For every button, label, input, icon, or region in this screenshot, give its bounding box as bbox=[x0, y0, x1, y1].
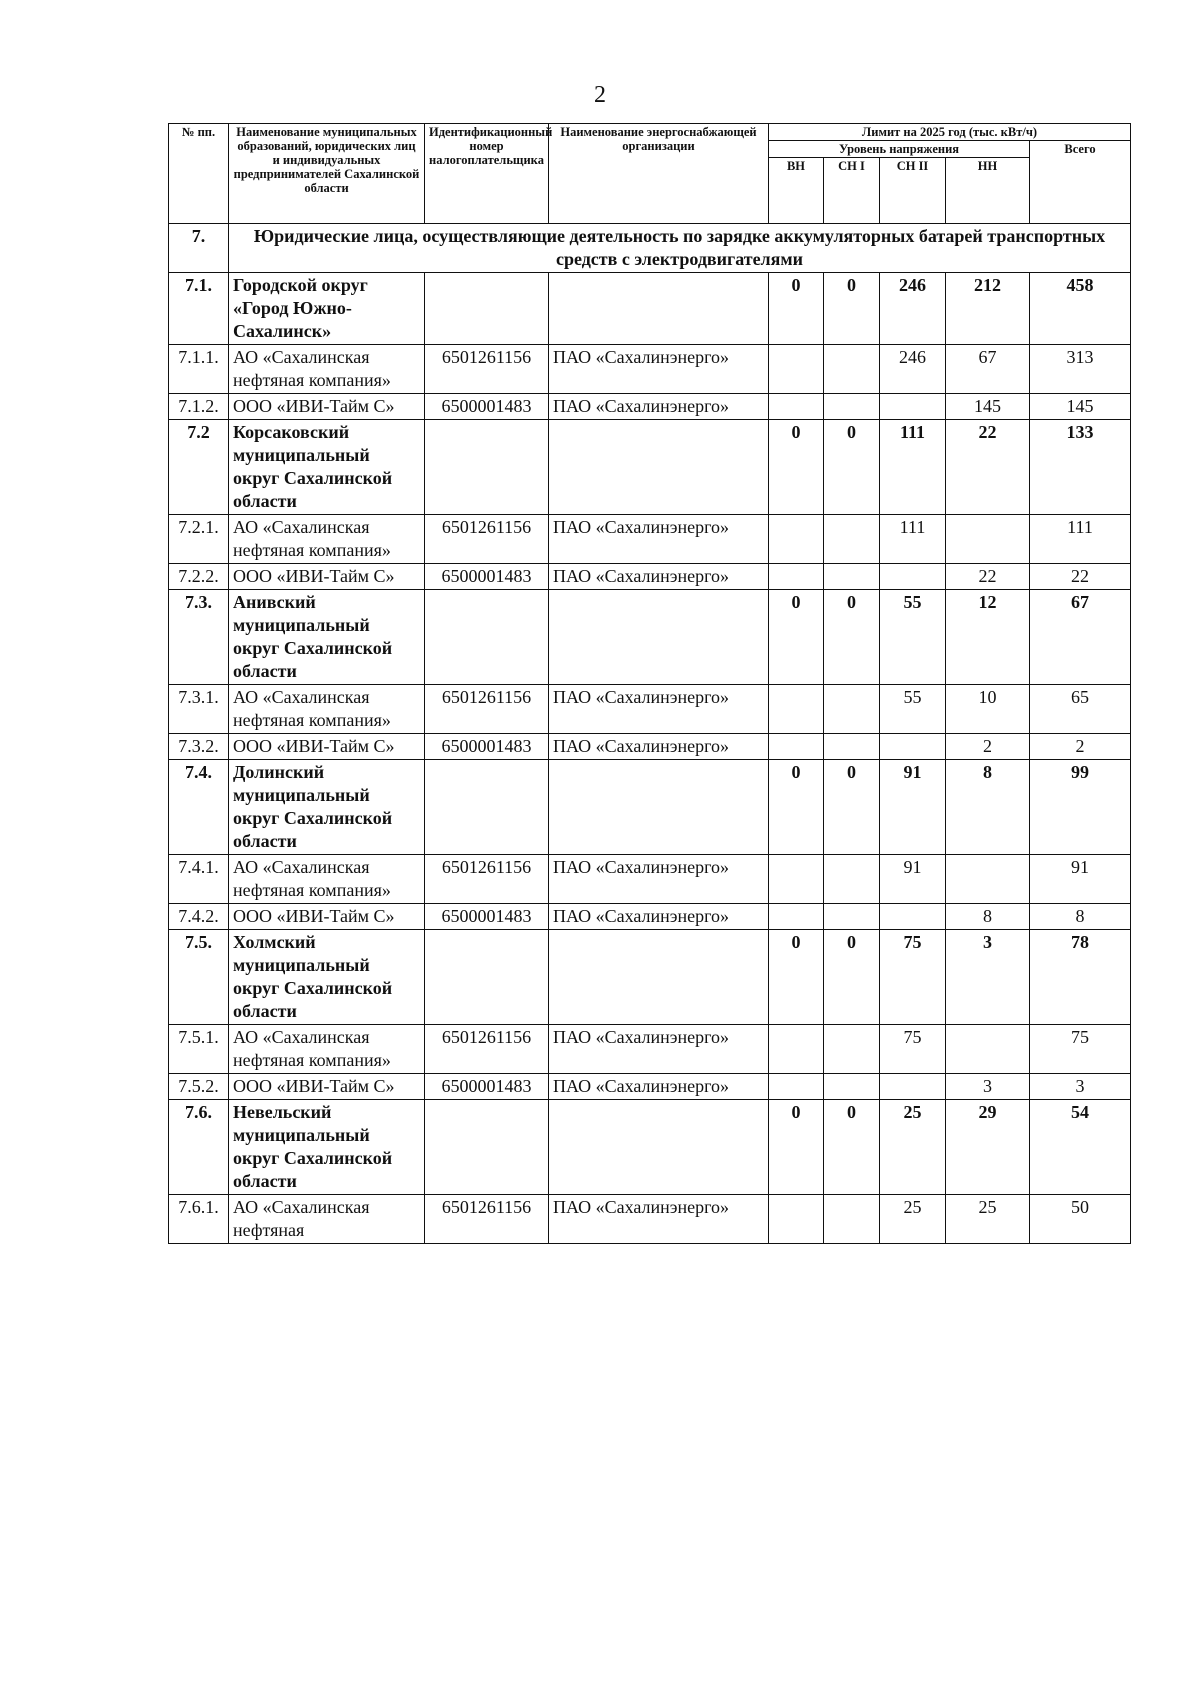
row-total: 65 bbox=[1030, 685, 1131, 734]
row-number: 7.4. bbox=[169, 760, 229, 855]
row-name: АО «Сахалинская нефтяная компания» bbox=[229, 685, 425, 734]
row-vn bbox=[769, 904, 824, 930]
row-number: 7.3. bbox=[169, 590, 229, 685]
row-sn1 bbox=[824, 685, 880, 734]
table-row bbox=[169, 420, 1131, 515]
table-body bbox=[169, 224, 1131, 1244]
row-sn2 bbox=[880, 1074, 946, 1100]
row-vn bbox=[769, 345, 824, 394]
row-name: АО «Сахалинская нефтяная компания» bbox=[229, 1025, 425, 1074]
row-sn2: 246 bbox=[880, 345, 946, 394]
row-inn: 6500001483 bbox=[425, 394, 549, 420]
row-nn: 22 bbox=[946, 420, 1030, 515]
row-inn bbox=[425, 930, 549, 1025]
row-org bbox=[549, 930, 769, 1025]
row-total: 133 bbox=[1030, 420, 1131, 515]
row-total: 67 bbox=[1030, 590, 1131, 685]
row-nn: 25 bbox=[946, 1195, 1030, 1244]
row-nn: 29 bbox=[946, 1100, 1030, 1195]
row-vn: 0 bbox=[769, 930, 824, 1025]
row-sn2: 75 bbox=[880, 1025, 946, 1074]
row-inn: 6500001483 bbox=[425, 1074, 549, 1100]
row-name: ООО «ИВИ-Тайм С» bbox=[229, 394, 425, 420]
row-number: 7.6. bbox=[169, 1100, 229, 1195]
header-voltage: Уровень напряжения bbox=[769, 141, 1030, 158]
row-inn bbox=[425, 590, 549, 685]
row-sn1 bbox=[824, 515, 880, 564]
table-row bbox=[169, 904, 1131, 930]
row-nn: 3 bbox=[946, 930, 1030, 1025]
row-name: АО «Сахалинская нефтяная компания» bbox=[229, 855, 425, 904]
row-org bbox=[549, 760, 769, 855]
row-vn: 0 bbox=[769, 1100, 824, 1195]
row-sn1: 0 bbox=[824, 273, 880, 345]
row-vn bbox=[769, 564, 824, 590]
row-sn2: 111 bbox=[880, 515, 946, 564]
row-vn: 0 bbox=[769, 273, 824, 345]
row-org bbox=[549, 420, 769, 515]
row-inn bbox=[425, 420, 549, 515]
row-number: 7.4.1. bbox=[169, 855, 229, 904]
row-nn: 12 bbox=[946, 590, 1030, 685]
table-row bbox=[169, 273, 1131, 345]
row-sn1: 0 bbox=[824, 590, 880, 685]
row-total: 91 bbox=[1030, 855, 1131, 904]
row-vn bbox=[769, 515, 824, 564]
row-total: 111 bbox=[1030, 515, 1131, 564]
row-nn: 145 bbox=[946, 394, 1030, 420]
row-name: Городской округ «Город Южно-Сахалинск» bbox=[229, 273, 425, 345]
row-org bbox=[549, 590, 769, 685]
header-sn1: СН I bbox=[824, 158, 880, 224]
row-total: 2 bbox=[1030, 734, 1131, 760]
row-inn: 6501261156 bbox=[425, 515, 549, 564]
row-org: ПАО «Сахалинэнерго» bbox=[549, 1074, 769, 1100]
row-nn: 8 bbox=[946, 760, 1030, 855]
table-row bbox=[169, 590, 1131, 685]
header-inn: Идентификационный номер налогоплательщика bbox=[425, 124, 549, 224]
row-total: 78 bbox=[1030, 930, 1131, 1025]
row-sn2 bbox=[880, 394, 946, 420]
row-sn1: 0 bbox=[824, 420, 880, 515]
page-number: 2 bbox=[594, 82, 606, 108]
header-name: Наименование муниципальных образований, юридических лиц и индивидуальных предпринимателей Сахалинской области bbox=[229, 124, 425, 224]
row-number: 7.3.2. bbox=[169, 734, 229, 760]
row-vn bbox=[769, 394, 824, 420]
row-total: 3 bbox=[1030, 1074, 1131, 1100]
row-vn bbox=[769, 1025, 824, 1074]
row-inn: 6501261156 bbox=[425, 855, 549, 904]
row-vn bbox=[769, 734, 824, 760]
table-row bbox=[169, 734, 1131, 760]
table-row bbox=[169, 685, 1131, 734]
row-sn1 bbox=[824, 345, 880, 394]
row-org bbox=[549, 273, 769, 345]
row-org bbox=[549, 1100, 769, 1195]
section-row bbox=[169, 224, 1131, 273]
row-vn bbox=[769, 1195, 824, 1244]
table-row bbox=[169, 515, 1131, 564]
row-sn2 bbox=[880, 734, 946, 760]
row-number: 7.2.2. bbox=[169, 564, 229, 590]
row-name: ООО «ИВИ-Тайм С» bbox=[229, 734, 425, 760]
row-total: 75 bbox=[1030, 1025, 1131, 1074]
row-number: 7.5.1. bbox=[169, 1025, 229, 1074]
row-name: АО «Сахалинская нефтяная компания» bbox=[229, 345, 425, 394]
header-nn: НН bbox=[946, 158, 1030, 224]
row-org: ПАО «Сахалинэнерго» bbox=[549, 1195, 769, 1244]
row-total: 313 bbox=[1030, 345, 1131, 394]
row-name: Анивский муниципальный округ Сахалинской области bbox=[229, 590, 425, 685]
row-inn bbox=[425, 760, 549, 855]
row-name: ООО «ИВИ-Тайм С» bbox=[229, 1074, 425, 1100]
row-name: ООО «ИВИ-Тайм С» bbox=[229, 904, 425, 930]
row-sn2: 55 bbox=[880, 590, 946, 685]
row-sn1 bbox=[824, 1195, 880, 1244]
table-row bbox=[169, 564, 1131, 590]
row-inn: 6501261156 bbox=[425, 345, 549, 394]
row-org: ПАО «Сахалинэнерго» bbox=[549, 345, 769, 394]
row-sn2 bbox=[880, 904, 946, 930]
row-sn1: 0 bbox=[824, 1100, 880, 1195]
row-total: 22 bbox=[1030, 564, 1131, 590]
row-vn bbox=[769, 1074, 824, 1100]
row-nn: 3 bbox=[946, 1074, 1030, 1100]
row-total: 458 bbox=[1030, 273, 1131, 345]
row-nn: 2 bbox=[946, 734, 1030, 760]
table-row bbox=[169, 930, 1131, 1025]
row-sn1: 0 bbox=[824, 930, 880, 1025]
row-sn2: 91 bbox=[880, 855, 946, 904]
row-nn bbox=[946, 855, 1030, 904]
row-sn2: 25 bbox=[880, 1195, 946, 1244]
row-number: 7.2 bbox=[169, 420, 229, 515]
row-name: АО «Сахалинская нефтяная компания» bbox=[229, 515, 425, 564]
row-inn: 6500001483 bbox=[425, 734, 549, 760]
row-sn2: 75 bbox=[880, 930, 946, 1025]
row-nn: 22 bbox=[946, 564, 1030, 590]
row-total: 145 bbox=[1030, 394, 1131, 420]
header-limit: Лимит на 2025 год (тыс. кВт/ч) bbox=[769, 124, 1131, 141]
row-sn1 bbox=[824, 734, 880, 760]
row-number: 7.4.2. bbox=[169, 904, 229, 930]
row-org: ПАО «Сахалинэнерго» bbox=[549, 904, 769, 930]
row-name: ООО «ИВИ-Тайм С» bbox=[229, 564, 425, 590]
row-name: АО «Сахалинская нефтяная bbox=[229, 1195, 425, 1244]
row-total: 54 bbox=[1030, 1100, 1131, 1195]
row-number: 7.5. bbox=[169, 930, 229, 1025]
row-total: 50 bbox=[1030, 1195, 1131, 1244]
limits-table bbox=[168, 123, 1131, 1244]
row-number: 7.6.1. bbox=[169, 1195, 229, 1244]
row-sn2: 111 bbox=[880, 420, 946, 515]
row-org: ПАО «Сахалинэнерго» bbox=[549, 515, 769, 564]
row-inn bbox=[425, 1100, 549, 1195]
row-nn: 212 bbox=[946, 273, 1030, 345]
row-number: 7.3.1. bbox=[169, 685, 229, 734]
row-inn: 6501261156 bbox=[425, 1195, 549, 1244]
row-inn: 6500001483 bbox=[425, 904, 549, 930]
row-sn1 bbox=[824, 1025, 880, 1074]
row-number: 7.1.2. bbox=[169, 394, 229, 420]
header-vn: ВН bbox=[769, 158, 824, 224]
row-nn: 8 bbox=[946, 904, 1030, 930]
row-vn: 0 bbox=[769, 760, 824, 855]
row-nn bbox=[946, 515, 1030, 564]
table-header bbox=[169, 124, 1131, 224]
row-sn2 bbox=[880, 564, 946, 590]
row-sn1: 0 bbox=[824, 760, 880, 855]
header-total: Всего bbox=[1030, 141, 1131, 224]
row-inn bbox=[425, 273, 549, 345]
row-sn2: 246 bbox=[880, 273, 946, 345]
table-row bbox=[169, 855, 1131, 904]
row-vn bbox=[769, 685, 824, 734]
row-org: ПАО «Сахалинэнерго» bbox=[549, 394, 769, 420]
row-sn1 bbox=[824, 394, 880, 420]
row-inn: 6500001483 bbox=[425, 564, 549, 590]
table-row bbox=[169, 760, 1131, 855]
row-nn bbox=[946, 1025, 1030, 1074]
row-sn2: 55 bbox=[880, 685, 946, 734]
row-org: ПАО «Сахалинэнерго» bbox=[549, 855, 769, 904]
table-row bbox=[169, 1074, 1131, 1100]
row-number: 7.5.2. bbox=[169, 1074, 229, 1100]
row-name: Холмский муниципальный округ Сахалинской области bbox=[229, 930, 425, 1025]
table-row bbox=[169, 394, 1131, 420]
row-name: Невельский муниципальный округ Сахалинской области bbox=[229, 1100, 425, 1195]
row-total: 99 bbox=[1030, 760, 1131, 855]
row-vn: 0 bbox=[769, 420, 824, 515]
row-total: 8 bbox=[1030, 904, 1131, 930]
row-name: Долинский муниципальный округ Сахалинской области bbox=[229, 760, 425, 855]
row-inn: 6501261156 bbox=[425, 685, 549, 734]
row-sn1 bbox=[824, 564, 880, 590]
row-org: ПАО «Сахалинэнерго» bbox=[549, 685, 769, 734]
row-sn2: 25 bbox=[880, 1100, 946, 1195]
row-org: ПАО «Сахалинэнерго» bbox=[549, 564, 769, 590]
row-sn2: 91 bbox=[880, 760, 946, 855]
table-row bbox=[169, 1025, 1131, 1074]
row-vn: 0 bbox=[769, 590, 824, 685]
row-sn1 bbox=[824, 1074, 880, 1100]
table-row bbox=[169, 345, 1131, 394]
row-vn bbox=[769, 855, 824, 904]
row-number: 7.1. bbox=[169, 273, 229, 345]
row-number: 7.2.1. bbox=[169, 515, 229, 564]
header-sn2: СН II bbox=[880, 158, 946, 224]
table-row bbox=[169, 1195, 1131, 1244]
row-name: Корсаковский муниципальный округ Сахалинской области bbox=[229, 420, 425, 515]
row-nn: 10 bbox=[946, 685, 1030, 734]
header-num: № пп. bbox=[169, 124, 229, 224]
section-title: Юридические лица, осуществляющие деятельность по зарядке аккумуляторных батарей транспортных средств с электродвигателями bbox=[229, 224, 1131, 273]
table-row bbox=[169, 1100, 1131, 1195]
row-org: ПАО «Сахалинэнерго» bbox=[549, 734, 769, 760]
header-org: Наименование энергоснабжающей организации bbox=[549, 124, 769, 224]
row-sn1 bbox=[824, 855, 880, 904]
section-num: 7. bbox=[169, 224, 229, 273]
row-sn1 bbox=[824, 904, 880, 930]
row-number: 7.1.1. bbox=[169, 345, 229, 394]
row-nn: 67 bbox=[946, 345, 1030, 394]
row-org: ПАО «Сахалинэнерго» bbox=[549, 1025, 769, 1074]
row-inn: 6501261156 bbox=[425, 1025, 549, 1074]
